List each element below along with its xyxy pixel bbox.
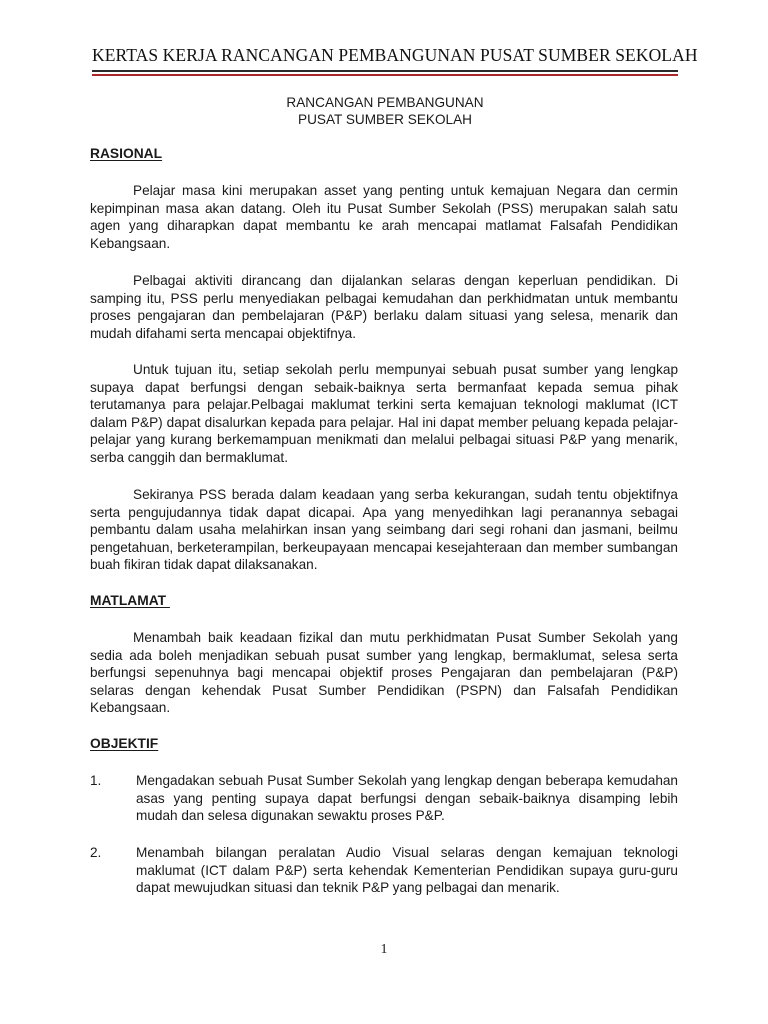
objektif-item-number: 1. xyxy=(90,773,102,788)
rasional-paragraph-1: Pelajar masa kini merupakan asset yang penting untuk kemajuan Negara dan cermin kepimpinan masa akan datang. Oleh itu Pusat Sumber Sekolah (PSS) merupakan salah satu agen yang diharapkan dapat membantu ke arah mencapai matlamat Falsafah Pendidikan Kebangsaan. xyxy=(90,183,678,251)
header-rule-red xyxy=(92,74,678,76)
page-number: 1 xyxy=(380,942,388,957)
document-title xyxy=(90,94,680,128)
rasional-paragraph-3: Untuk tujuan itu, setiap sekolah perlu mempunyai sebuah pusat sumber yang lengkap supaya dapat berfungsi dengan sebaik-baiknya serta bermanfaat kepada semua pihak terutamanya para pelajar.Pelbagai maklumat terkini serta kemajuan teknologi maklumat (ICT dalam P&P) dapat disalurkan kepada para pelajar. Hal ini dapat member peluang kepada pelajar-pelajar yang kurang berkemampuan menikmati dan melalui pelbagai situasi P&P yang menarik, serba canggih dan bermaklumat. xyxy=(90,362,678,465)
header-rule-dark xyxy=(92,70,678,72)
objektif-item-1 xyxy=(90,772,678,825)
section-heading-objektif: OBJEKTIF xyxy=(90,736,159,751)
objektif-item-2 xyxy=(90,844,678,897)
objektif-item-number: 2. xyxy=(90,845,102,860)
matlamat-paragraph-1: Menambah baik keadaan fizikal dan mutu perkhidmatan Pusat Sumber Sekolah yang sedia ada boleh menjadikan sebuah pusat sumber yang lengkap, bermaklumat, selesa serta berfungsi sepenuhnya bagi mencapai objektif proses Pengajaran dan pembelajaran (P&P) selaras dengan kehendak Pusat Sumber Pendidikan (PSPN) dan Falsafah Pendidikan Kebangsaan. xyxy=(90,630,678,716)
section-heading-rasional: RASIONAL xyxy=(90,146,163,161)
rasional-paragraph-4: Sekiranya PSS berada dalam keadaan yang serba kekurangan, sudah tentu objektifnya serta pengujudannya tidak dapat dicapai. Apa yang menyedihkan lagi peranannya sebagai pembantu dalam usaha melahirkan insan yang seimbang dari segi rohani dan jasmani, beilmu pengetahuan, berketerampilan, berkeupayaan mencapai kesejahteraan dan member sumbangan buah fikiran tidak dapat dilaksanakan. xyxy=(90,487,678,573)
rasional-paragraph-2: Pelbagai aktiviti dirancang dan dijalankan selaras dengan keperluan pendidikan. Di samping itu, PSS perlu menyediakan pelbagai kemudahan dan perkhidmatan untuk membantu proses pengajaran dan pembelajaran (P&P) berlaku dalam situasi yang selesa, menarik dan mudah difahami serta mencapai objektifnya. xyxy=(90,273,678,341)
objektif-item-text: Menambah bilangan peralatan Audio Visual selaras dengan kemajuan teknologi maklumat (ICT dalam P&P) serta kehendak Kementerian Pendidikan supaya guru-guru dapat mewujudkan situasi dan teknik P&P yang pelbagai dan menarik. xyxy=(136,845,678,896)
objektif-item-text: Mengadakan sebuah Pusat Sumber Sekolah yang lengkap dengan beberapa kemudahan asas yang penting supaya dapat berfungsi dengan sebaik-baiknya disamping lebih mudah dan selesa digunakan sewaktu proses P&P. xyxy=(136,773,678,824)
running-header: KERTAS KERJA RANCANGAN PEMBANGUNAN PUSAT SUMBER SEKOLAH xyxy=(92,45,698,65)
title-line-2: PUSAT SUMBER SEKOLAH xyxy=(298,112,472,127)
section-heading-matlamat: MATLAMAT xyxy=(90,593,170,608)
title-line-1: RANCANGAN PEMBANGUNAN xyxy=(286,95,484,110)
